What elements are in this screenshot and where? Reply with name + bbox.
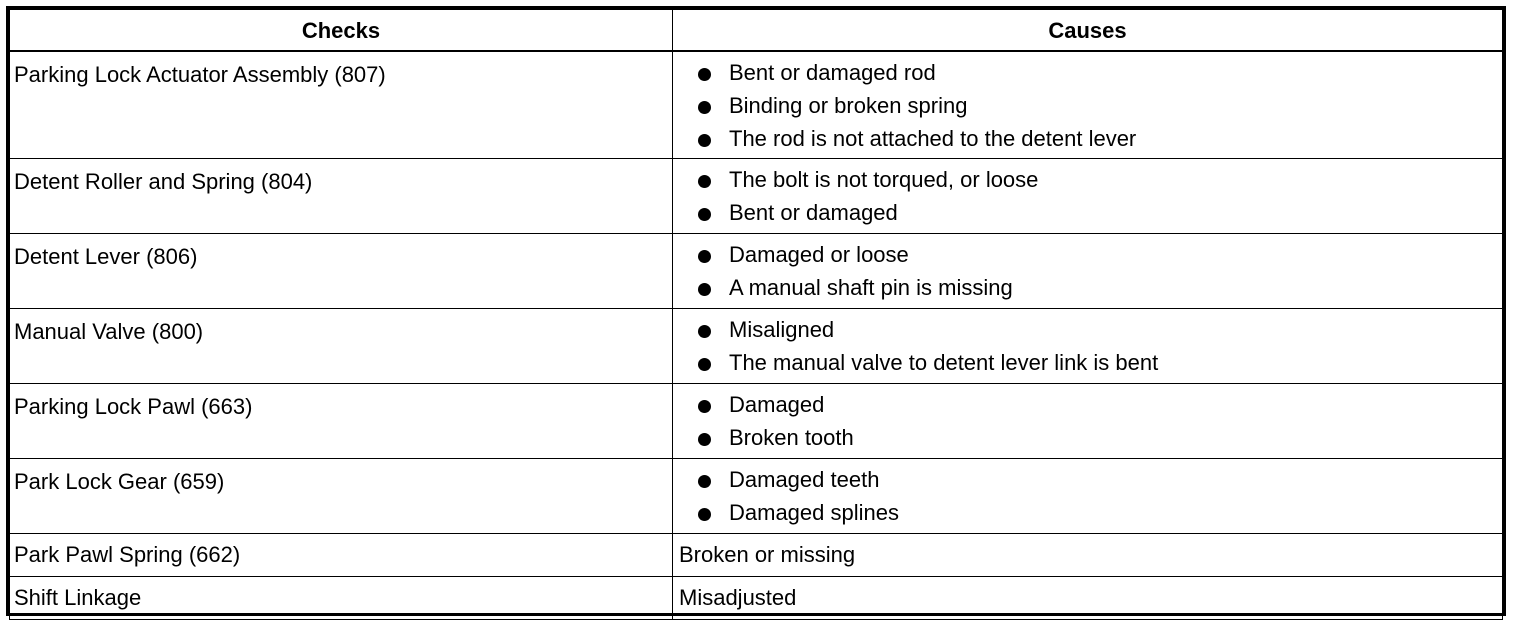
cause-item: The rod is not attached to the detent lever [679, 124, 1502, 157]
table-row [10, 158, 1503, 233]
causes-cell [673, 51, 1503, 158]
cause-list [679, 165, 1502, 231]
causes-cell [673, 308, 1503, 383]
column-header-causes: Causes [673, 10, 1503, 52]
cause-item: Bent or damaged rod [679, 58, 1502, 91]
cause-item: Damaged splines [679, 498, 1502, 531]
check-cell: Parking Lock Actuator Assembly (807) [10, 51, 673, 158]
table-row [10, 458, 1503, 533]
cause-item: Damaged [679, 390, 1502, 423]
causes-cell [673, 458, 1503, 533]
table-row [10, 383, 1503, 458]
check-cell: Parking Lock Pawl (663) [10, 383, 673, 458]
table-row [10, 576, 1503, 619]
cause-item: The manual valve to detent lever link is bent [679, 348, 1502, 381]
cause-item: Broken tooth [679, 423, 1502, 456]
check-cell: Park Lock Gear (659) [10, 458, 673, 533]
cause-item: Bent or damaged [679, 198, 1502, 231]
check-cell: Shift Linkage [10, 576, 673, 619]
table-row [10, 233, 1503, 308]
cause-item: Binding or broken spring [679, 91, 1502, 124]
table-row [10, 308, 1503, 383]
cause-list [679, 240, 1502, 306]
cause-item: Damaged teeth [679, 465, 1502, 498]
causes-cell [673, 383, 1503, 458]
table-row [10, 533, 1503, 576]
cause-list [679, 58, 1502, 157]
causes-cell: Broken or missing [673, 533, 1503, 576]
diagnosis-table-frame [6, 6, 1506, 616]
table-header-row [10, 10, 1503, 52]
diagnosis-table [9, 9, 1503, 620]
cause-item: Misaligned [679, 315, 1502, 348]
check-cell: Park Pawl Spring (662) [10, 533, 673, 576]
cause-list [679, 465, 1502, 531]
check-cell: Manual Valve (800) [10, 308, 673, 383]
table-row [10, 51, 1503, 158]
causes-cell: Misadjusted [673, 576, 1503, 619]
check-cell: Detent Roller and Spring (804) [10, 158, 673, 233]
cause-item: Damaged or loose [679, 240, 1502, 273]
cause-item: A manual shaft pin is missing [679, 273, 1502, 306]
column-header-checks: Checks [10, 10, 673, 52]
cause-list [679, 390, 1502, 456]
cause-list [679, 315, 1502, 381]
causes-cell [673, 158, 1503, 233]
causes-cell [673, 233, 1503, 308]
check-cell: Detent Lever (806) [10, 233, 673, 308]
cause-item: The bolt is not torqued, or loose [679, 165, 1502, 198]
